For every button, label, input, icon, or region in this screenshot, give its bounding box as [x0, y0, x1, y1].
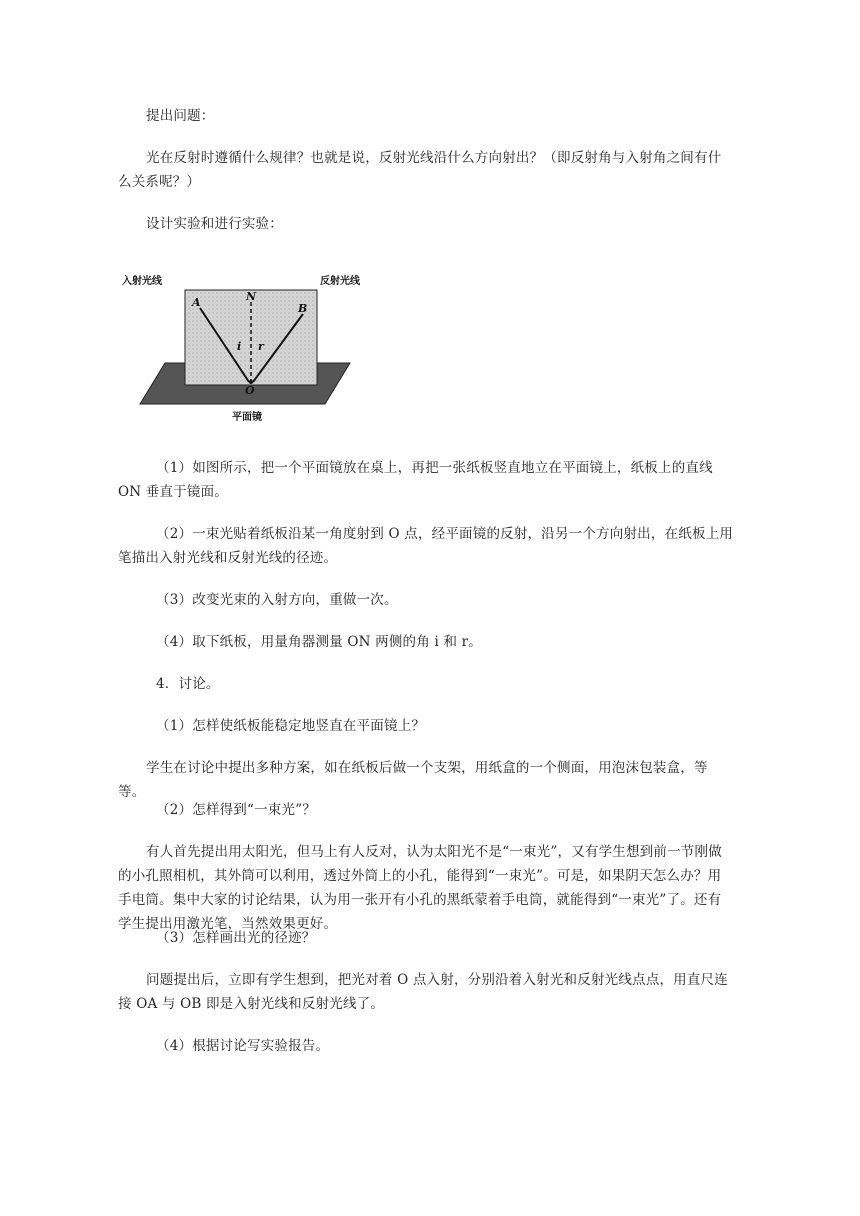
paragraph-question: 光在反射时遵循什么规律？也就是说，反射光线沿什么方向射出？（即反射角与入射角之间有什么关系呢？）: [118, 150, 722, 190]
reflection-diagram: [120, 268, 370, 428]
discussion-q2: （2）怎样得到“一束光”？: [156, 802, 316, 818]
discussion-a3: 问题提出后，立即有学生想到，把光对着 O 点入射，分别沿着入射光和反射光线点点，用直尺连接 OA 与 OB 即是入射光线和反射光线了。: [118, 972, 728, 1012]
discussion-q1: （1）怎样使纸板能稳定地竖直在平面镜上？: [156, 718, 426, 734]
reflection-experiment-figure: [120, 268, 370, 428]
point-n-label: N: [246, 290, 257, 303]
point-b-label: B: [298, 302, 308, 315]
discussion-q3: （3）怎样画出光的径迹？: [156, 930, 316, 946]
heading-raise-question: 提出问题：: [146, 108, 215, 124]
step-3-paragraph: （3）改变光束的入射方向，重做一次。: [156, 592, 398, 608]
discussion-a2: 有人首先提出用太阳光，但马上有人反对，认为太阳光不是“一束光”，又有学生想到前一节刚做的小孔照相机，其外筒可以利用，透过外筒上的小孔，能得到“一束光”。可是，如果阴天怎么办？用手电筒。集中大家的讨论结果，认为用一张开有小孔的黑纸蒙着手电筒，就能得到“一束光”了。还有学生提出用激光笔，当然效果更好。: [118, 844, 722, 932]
incident-ray-label: 入射光线: [122, 276, 162, 287]
point-o-label: O: [245, 384, 255, 397]
point-a-label: A: [192, 296, 201, 309]
step-4-paragraph: （4）取下纸板，用量角器测量 ON 两侧的角 i 和 r。: [156, 634, 482, 650]
reflected-ray-label: 反射光线: [320, 276, 360, 287]
discussion-a1: 学生在讨论中提出多种方案，如在纸板后做一个支架，用纸盒的一个侧面，用泡沫包装盒，等等。: [118, 760, 708, 800]
step-1-paragraph: （1）如图所示，把一个平面镜放在桌上，再把一张纸板竖直地立在平面镜上，纸板上的直线 ON 垂直于镜面。: [118, 460, 713, 500]
discussion-q4: （4）根据讨论写实验报告。: [156, 1038, 330, 1054]
step-2-paragraph: （2）一束光贴着纸板沿某一角度射到 O 点，经平面镜的反射，沿另一个方向射出，在纸板上用笔描出入射光线和反射光线的径迹。: [118, 526, 734, 566]
angle-r-label: r: [258, 340, 264, 353]
discussion-heading: 4．讨论。: [156, 676, 220, 692]
heading-design-experiment: 设计实验和进行实验：: [146, 216, 283, 232]
plane-mirror-label: 平面镜: [232, 412, 262, 423]
angle-i-label: i: [237, 340, 242, 353]
